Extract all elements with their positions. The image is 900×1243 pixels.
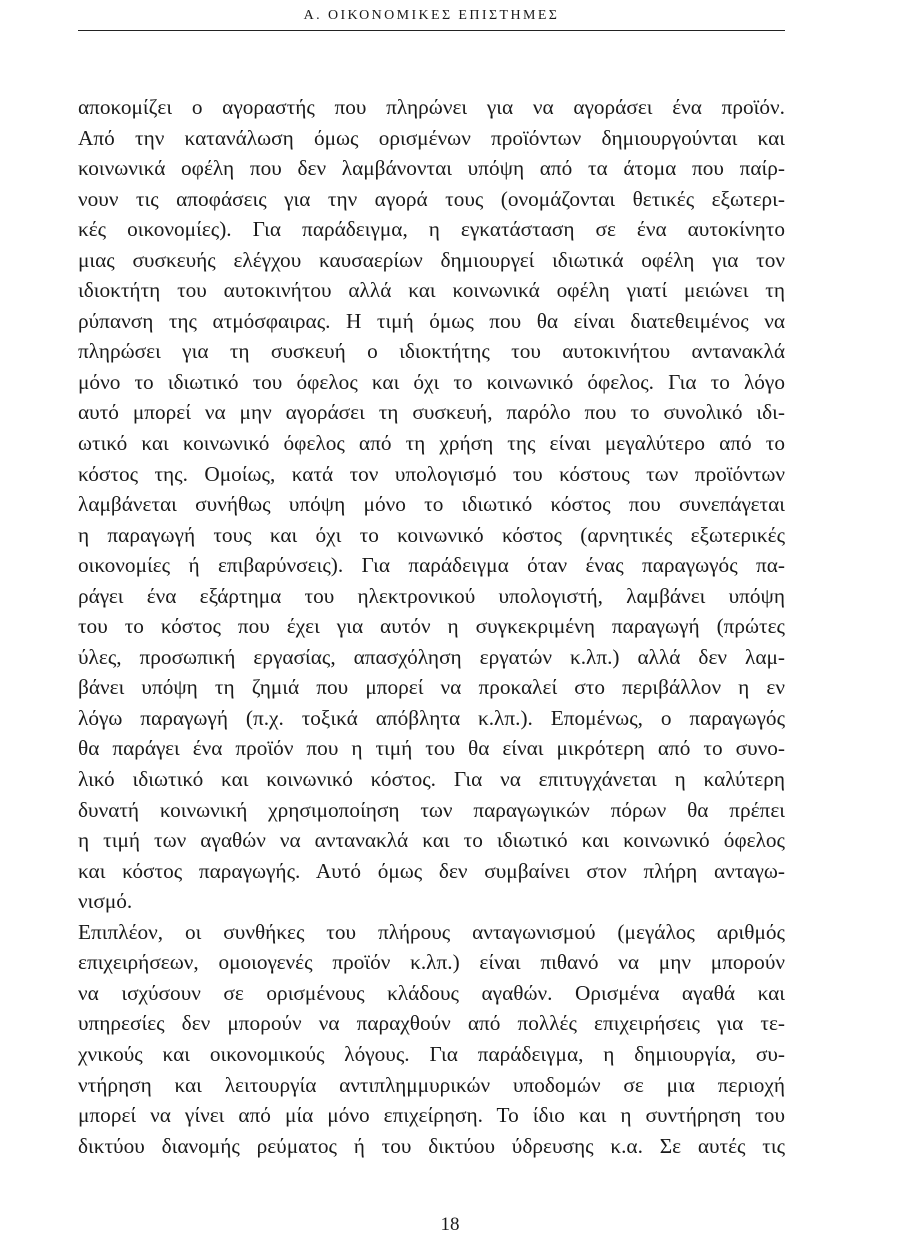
text-line: ιδιοκτήτη του αυτοκινήτου αλλά και κοινωνικά οφέλη γιατί μειώνει τη	[78, 278, 785, 303]
body-text	[78, 92, 785, 1161]
text-line: λαμβάνεται συνήθως υπόψη μόνο το ιδιωτικό κόστος που συνεπάγεται	[78, 492, 785, 517]
text-line: μιας συσκευής ελέγχου καυσαερίων δημιουργεί ιδιωτικά οφέλη για τον	[78, 247, 785, 272]
text-line: δικτύου διανομής ρεύματος ή του δικτύου ύδρευσης κ.α. Σε αυτές τις	[78, 1133, 785, 1158]
text-line: μόνο το ιδιωτικό του όφελος και όχι το κοινωνικό όφελος. Για το λόγο	[78, 369, 785, 394]
text-line: χνικούς και οικονομικούς λόγους. Για παράδειγμα, η δημιουργία, συ-	[78, 1041, 785, 1066]
text-line: κές οικονομίες). Για παράδειγμα, η εγκατάσταση σε ένα αυτοκίνητο	[78, 217, 785, 242]
running-head-title: Α. ΟΙΚΟΝΟΜΙΚΕΣ ΕΠΙΣΤΗΜΕΣ	[303, 8, 560, 23]
text-line: οικονομίες ή επιβαρύνσεις). Για παράδειγμα όταν ένας παραγωγός πα-	[78, 553, 785, 578]
text-line: νισμό.	[78, 889, 133, 914]
page-number: 18	[440, 1214, 460, 1235]
text-line: ρύπανση της ατμόσφαιρας. Η τιμή όμως που θα είναι διατεθειμένος να	[78, 308, 785, 333]
text-line: νουν τις αποφάσεις για την αγορά τους (ονομάζονται θετικές εξωτερι-	[78, 186, 785, 211]
text-line: ντήρηση και λειτουργία αντιπλημμυρικών υποδομών σε μια περιοχή	[78, 1072, 785, 1097]
text-line: Από την κατανάλωση όμως ορισμένων προϊόντων δημιουργούνται και	[78, 125, 785, 150]
text-line: βάνει υπόψη τη ζημιά που μπορεί να προκαλεί στο περιβάλλον η εν	[78, 675, 785, 700]
text-line: δυνατή κοινωνική χρησιμοποίηση των παραγωγικών πόρων θα πρέπει	[78, 797, 785, 822]
text-line: να ισχύσουν σε ορισμένους κλάδους αγαθών. Ορισμένα αγαθά και	[78, 980, 785, 1005]
text-line: ύλες, προσωπική εργασίας, απασχόληση εργατών κ.λπ.) αλλά δεν λαμ-	[78, 644, 785, 669]
text-line: και κόστος παραγωγής. Αυτό όμως δεν συμβαίνει στον πλήρη ανταγω-	[78, 858, 785, 883]
text-line: λόγω παραγωγή (π.χ. τοξικά απόβλητα κ.λπ.). Επομένως, ο παραγωγός	[78, 705, 785, 730]
text-line: Επιπλέον, οι συνθήκες του πλήρους ανταγωνισμού (μεγάλος αριθμός	[78, 919, 785, 944]
text-line: υπηρεσίες δεν μπορούν να παραχθούν από πολλές επιχειρήσεις για τε-	[78, 1011, 785, 1036]
text-line: αυτό μπορεί να μην αγοράσει τη συσκευή, παρόλο που το συνολικό ιδι-	[78, 400, 785, 425]
text-line: μπορεί να γίνει από μία μόνο επιχείρηση. Το ίδιο και η συντήρηση του	[78, 1103, 785, 1128]
text-line: θα παράγει ένα προϊόν που η τιμή του θα είναι μικρότερη από το συνο-	[78, 736, 785, 761]
text-line: ωτικό και κοινωνικό όφελος από τη χρήση της είναι μεγαλύτερο από το	[78, 431, 785, 456]
text-line: αποκομίζει ο αγοραστής που πληρώνει για να αγοράσει ένα προϊόν.	[78, 95, 785, 119]
text-line: πληρώσει για τη συσκευή ο ιδιοκτήτης του αυτοκινήτου αντανακλά	[78, 339, 785, 364]
text-line: λικό ιδιωτικό και κοινωνικό κόστος. Για να επιτυγχάνεται η καλύτερη	[78, 767, 785, 792]
text-line: η τιμή των αγαθών να αντανακλά και το ιδιωτικό και κοινωνικό όφελος	[78, 828, 785, 853]
text-line: του το κόστος που έχει για αυτόν η συγκεκριμένη παραγωγή (πρώτες	[78, 614, 785, 639]
text-line: η παραγωγή τους και όχι το κοινωνικό κόστος (αρνητικές εξωτερικές	[78, 522, 785, 547]
text-line: κοινωνικά οφέλη που δεν λαμβάνονται υπόψη από τα άτομα που παίρ-	[78, 156, 785, 181]
header-rule	[78, 30, 785, 31]
text-line: ράγει ένα εξάρτημα του ηλεκτρονικού υπολογιστή, λαμβάνει υπόψη	[78, 583, 785, 608]
text-line: κόστος της. Ομοίως, κατά τον υπολογισμό του κόστους των προϊόντων	[78, 461, 785, 486]
text-line: επιχειρήσεων, ομοιογενές προϊόν κ.λπ.) είναι πιθανό να μην μπορούν	[78, 950, 785, 975]
